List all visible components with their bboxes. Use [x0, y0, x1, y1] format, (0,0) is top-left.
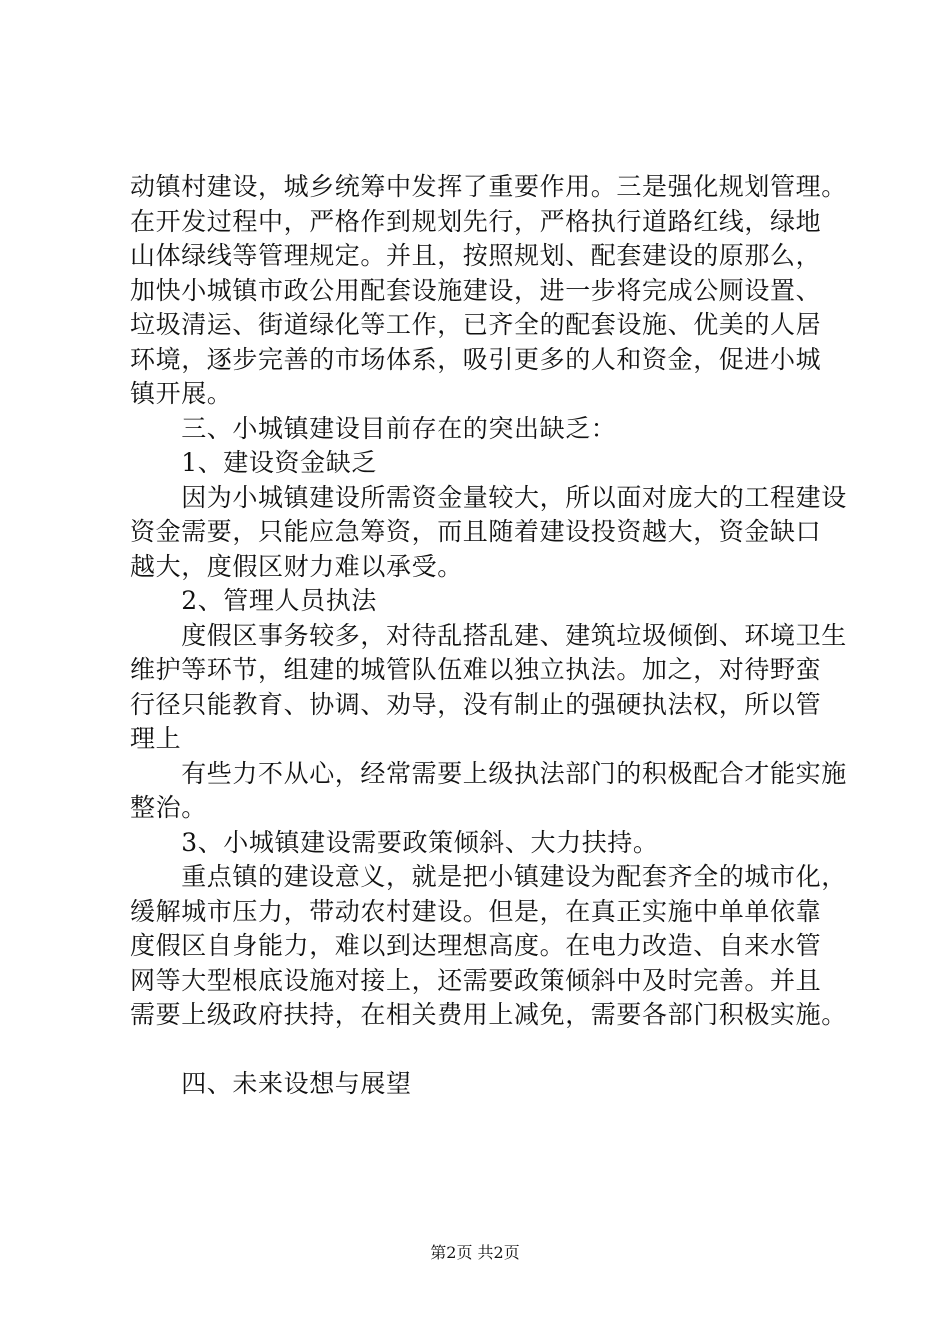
text-line: 资金需要，只能应急筹资，而且随着建设投资越大，资金缺口	[130, 517, 822, 546]
text-line: 维护等环节，组建的城管队伍难以独立执法。加之，对待野蛮	[130, 655, 822, 684]
text-line: 重点镇的建设意义，就是把小镇建设为配套齐全的城市化，	[130, 862, 847, 891]
page-footer: 第2页 共2页	[430, 1243, 520, 1262]
document-body	[130, 170, 860, 1102]
text-line: 整治。	[130, 793, 207, 822]
text-line: 需要上级政府扶持，在相关费用上减免，需要各部门积极实施。	[130, 1000, 847, 1029]
text-line: 有些力不从心，经常需要上级执法部门的积极配合才能实施	[130, 758, 847, 788]
section-heading: 三、小城镇建设目前存在的突出缺乏：	[130, 413, 617, 443]
text-line: 度假区自身能力，难以到达理想高度。在电力改造、自来水管	[130, 931, 822, 960]
subsection-heading: 1、建设资金缺乏	[130, 448, 377, 477]
text-line: 环境，逐步完善的市场体系，吸引更多的人和资金，促进小城	[130, 344, 822, 374]
text-line: 因为小城镇建设所需资金量较大，所以面对庞大的工程建设	[130, 482, 847, 512]
text-line: 越大，度假区财力难以承受。	[130, 551, 463, 581]
subsection-heading: 2、管理人员执法	[130, 586, 377, 615]
text-line: 行径只能教育、协调、劝导，没有制止的强硬执法权，所以管	[130, 689, 822, 719]
text-line: 网等大型根底设施对接上，还需要政策倾斜中及时完善。并且	[130, 965, 822, 995]
subsection-heading: 3、小城镇建设需要政策倾斜、大力扶持。	[130, 827, 659, 857]
section-heading: 四、未来设想与展望	[130, 1069, 412, 1098]
text-line: 垃圾清运、街道绿化等工作，已齐全的配套设施、优美的人居	[130, 310, 822, 339]
text-line: 山体绿线等管理规定。并且，按照规划、配套建设的原那么，	[130, 241, 822, 270]
text-line: 动镇村建设，城乡统筹中发挥了重要作用。三是强化规划管理。	[130, 172, 847, 201]
text-line: 缓解城市压力，带动农村建设。但是，在真正实施中单单依靠	[130, 896, 822, 926]
text-line: 在开发过程中，严格作到规划先行，严格执行道路红线，绿地	[130, 206, 822, 236]
text-line: 加快小城镇市政公用配套设施建设，进一步将完成公厕设置、	[130, 275, 822, 305]
blank-line	[130, 1033, 860, 1068]
text-line: 度假区事务较多，对待乱搭乱建、建筑垃圾倾倒、环境卫生	[130, 620, 847, 650]
text-line: 理上	[130, 724, 182, 753]
text-line: 镇开展。	[130, 379, 233, 408]
